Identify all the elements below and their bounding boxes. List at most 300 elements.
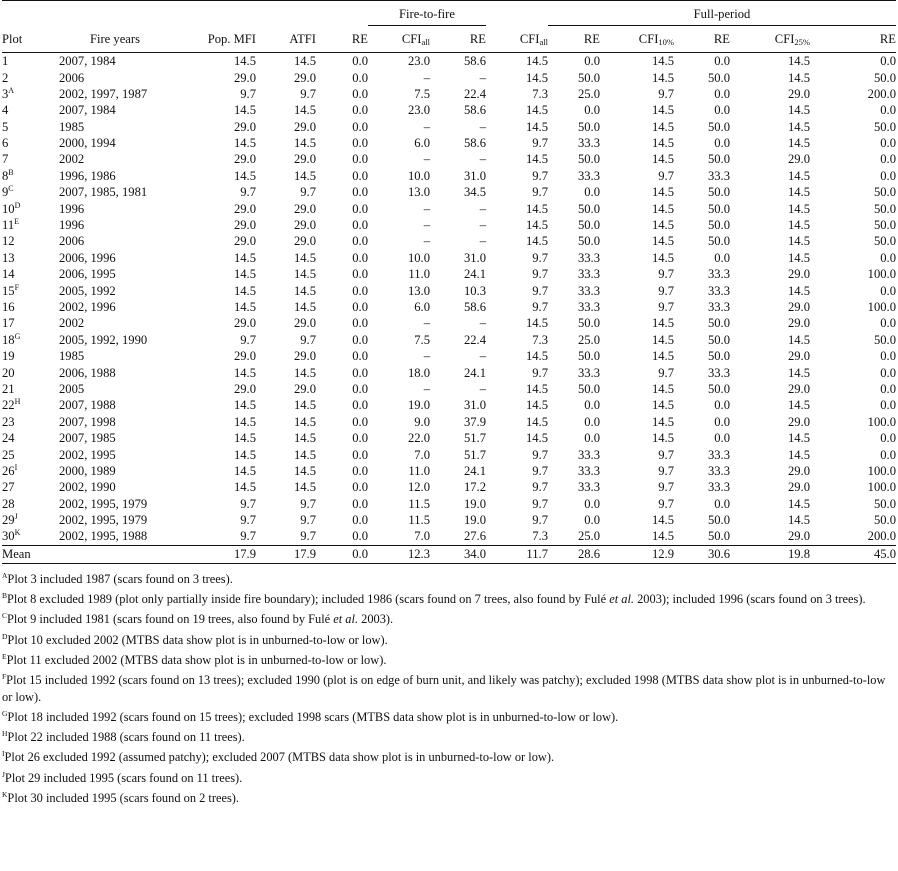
value-cell: 27.6 [463,529,486,544]
col-re-fp-25: RE [810,26,896,53]
plot-cell: 12 [2,234,15,249]
value-cell: 29.0 [293,70,316,85]
value-cell: 11.0 [408,463,430,478]
value-cell: 14.5 [787,365,810,380]
table-row [2,250,896,266]
value-cell: 22.0 [407,431,430,446]
value-cell: 14.5 [651,234,674,249]
footnote [2,749,896,765]
table-row [2,332,896,348]
value-cell: 14.5 [525,414,548,429]
value-cell: 9.7 [658,168,674,183]
value-cell: 29.0 [787,463,810,478]
fire-years-cell: 2000, 1994 [59,136,116,151]
value-cell: 9.7 [658,267,674,282]
fire-years-cell: 2005, 1992, 1990 [59,332,148,347]
fire-years-cell: 2002, 1995, 1979 [59,513,148,528]
value-cell: 0.0 [352,332,368,347]
table-row [2,233,896,249]
value-cell: – [423,70,430,85]
value-cell: 11.5 [408,496,430,511]
value-cell: 9.7 [532,463,548,478]
value-cell: 14.5 [525,234,548,249]
value-cell: 14.5 [525,70,548,85]
value-cell: – [423,316,430,331]
value-cell: 14.5 [651,70,674,85]
table-row [2,266,896,282]
value-cell: 29.0 [787,381,810,396]
footnote-marker: J [14,512,18,522]
value-cell: 0.0 [880,381,896,396]
fire-years-cell: 2002, 1995 [59,447,116,462]
value-cell: – [479,349,486,364]
value-cell: – [423,119,430,134]
column-header-row [2,26,896,53]
value-cell: 25.0 [577,529,600,544]
value-cell: 14.5 [787,250,810,265]
value-cell: 0.0 [352,431,368,446]
col-pop-mfi: Pop. MFI [174,26,256,53]
value-cell: 14.5 [651,414,674,429]
col-cfi-25: $CFI_{25\%}$ [730,26,810,53]
table-row [2,430,896,446]
value-cell: – [479,70,486,85]
value-cell: 0.0 [352,218,368,233]
table-row [2,119,896,135]
value-cell: 0.0 [352,283,368,298]
value-cell: 24.1 [463,365,486,380]
footnote [2,632,896,648]
value-cell: 29.0 [787,152,810,167]
value-cell: 14.5 [233,414,256,429]
value-cell: 50.0 [707,70,730,85]
value-cell: – [479,152,486,167]
plot-cell: $18^G$ [2,331,21,347]
footnote-text: Plot 3 included 1987 (scars found on 3 trees). [7,571,233,586]
value-cell: 29.0 [293,201,316,216]
value-cell: 0.0 [880,398,896,413]
value-cell: 0.0 [584,431,600,446]
value-cell: 0.0 [352,365,368,380]
plot-cell: $26^I$ [2,462,18,478]
fire-years-cell: 2002, 1995, 1988 [59,529,148,544]
value-cell: 50.0 [707,316,730,331]
table-row [2,512,896,528]
value-cell: 33.3 [577,447,600,462]
fire-years-cell: 2002, 1995, 1979 [59,496,148,511]
value-cell: 14.5 [525,54,548,69]
value-cell: 33.3 [707,463,730,478]
col-fire-years: Fire years [56,26,174,53]
value-cell: 14.5 [651,398,674,413]
value-cell: 0.0 [352,185,368,200]
value-cell: 50.0 [707,201,730,216]
value-cell: – [479,218,486,233]
value-cell: 0.0 [352,398,368,413]
col-re-fp-all: RE [548,26,600,53]
value-cell: 0.0 [352,86,368,101]
value-cell: 6.0 [414,136,430,151]
value-cell: 50.0 [707,349,730,364]
value-cell: 12.0 [407,480,430,495]
plot-cell: 13 [2,250,15,265]
value-cell: 9.7 [300,185,316,200]
fire-years-cell: 1985 [59,349,85,364]
footnote-marker: A [8,85,15,95]
value-cell: 29.0 [233,119,256,134]
value-cell: 50.0 [707,234,730,249]
value-cell: 50.0 [873,201,896,216]
value-cell: 14.5 [525,398,548,413]
table-row [2,69,896,85]
value-cell: 9.7 [300,86,316,101]
value-cell: 0.0 [714,414,730,429]
mean-empty-cell [56,545,174,563]
value-cell: 0.0 [352,136,368,151]
footnote-text: Plot 15 included 1992 (scars found on 13 trees); excluded 1990 (plot is on edge of burn unit, and likely was patchy); excluded 1998 (MTBS data show plot is in unburned-to-low or low). [2,673,886,704]
value-cell: 29.0 [233,152,256,167]
value-cell: 33.3 [707,447,730,462]
value-cell: 25.0 [577,86,600,101]
value-cell: 0.0 [714,54,730,69]
footnote-text: Plot 29 included 1995 (scars found on 11 trees). [4,770,243,785]
value-cell: 14.5 [787,496,810,511]
value-cell: 10.3 [463,283,486,298]
value-cell: 0.0 [880,431,896,446]
value-cell: 14.5 [293,136,316,151]
value-cell: 10.0 [407,250,430,265]
value-cell: 0.0 [880,447,896,462]
footnote-marker: G [14,331,21,341]
value-cell: 0.0 [880,103,896,118]
value-cell: – [479,234,486,249]
value-cell: 14.5 [787,185,810,200]
value-cell: 0.0 [714,431,730,446]
value-cell: 7.0 [414,447,430,462]
footnote-mark: J [2,769,5,779]
value-cell: 7.3 [532,86,548,101]
value-cell: 14.5 [651,185,674,200]
plot-cell: 23 [2,414,15,429]
col-re-f2f: RE [430,26,486,53]
value-cell: 50.0 [873,185,896,200]
value-cell: 14.5 [233,431,256,446]
value-cell: 29.0 [293,152,316,167]
value-cell: 18.0 [407,365,430,380]
value-cell: 29.0 [233,218,256,233]
value-cell: 14.5 [233,447,256,462]
value-cell: 14.5 [787,447,810,462]
value-cell: 0.0 [352,234,368,249]
value-cell: 0.0 [880,283,896,298]
footnote-marker: C [8,184,14,194]
value-cell: 58.6 [463,54,486,69]
value-cell: 50.0 [873,119,896,134]
fire-years-cell: 1985 [59,119,85,134]
value-cell: 50.0 [577,316,600,331]
value-cell: 50.0 [577,152,600,167]
plot-cell: $11^E$ [2,217,20,233]
footnote-marker: H [14,397,21,407]
footnote [2,652,896,668]
plot-cell: 14 [2,267,15,282]
value-cell: 9.7 [658,86,674,101]
fire-years-cell: 2006, 1988 [59,365,116,380]
value-cell: 14.5 [233,463,256,478]
value-cell: 0.0 [584,398,600,413]
value-cell: 0.0 [584,414,600,429]
value-cell: – [423,234,430,249]
value-cell: 14.5 [651,136,674,151]
value-cell: – [423,218,430,233]
mean-value-cell: 17.9 [256,545,316,563]
value-cell: 14.5 [525,431,548,446]
plot-cell: 4 [2,103,9,118]
mean-value-cell: 17.9 [174,545,256,563]
fire-years-cell: 2007, 1998 [59,414,116,429]
footnote [2,571,896,587]
value-cell: 14.5 [787,136,810,151]
col-plot: Plot [2,26,56,53]
footnote-mark: A [2,570,8,580]
value-cell: 14.5 [787,431,810,446]
plot-cell: 19 [2,349,15,364]
value-cell: 9.7 [532,185,548,200]
plot-cell: 24 [2,431,15,446]
value-cell: 14.5 [525,152,548,167]
value-cell: 9.7 [658,463,674,478]
mean-label: Mean [2,545,56,563]
value-cell: 58.6 [463,103,486,118]
value-cell: 14.5 [651,119,674,134]
value-cell: 14.5 [787,513,810,528]
value-cell: 9.7 [658,300,674,314]
value-cell: 0.0 [714,103,730,118]
value-cell: 0.0 [714,86,730,101]
value-cell: 7.5 [414,86,430,101]
footnotes [2,571,896,807]
value-cell: 9.7 [532,447,548,462]
value-cell: 14.5 [787,283,810,298]
value-cell: 14.5 [787,119,810,134]
value-cell: 33.3 [707,283,730,298]
mean-value-cell: 19.8 [730,545,810,563]
value-cell: 14.5 [233,267,256,282]
value-cell: 100.0 [867,414,896,429]
footnote-mark: C [2,611,8,621]
footnote-marker: I [14,462,18,472]
value-cell: 33.3 [577,463,600,478]
fire-years-cell: 1996 [59,218,85,233]
value-cell: 50.0 [577,70,600,85]
value-cell: 14.5 [293,54,316,69]
value-cell: – [479,381,486,396]
value-cell: 14.5 [651,349,674,364]
value-cell: 14.5 [787,54,810,69]
value-cell: 7.3 [532,332,548,347]
value-cell: 9.7 [532,267,548,282]
value-cell: 0.0 [352,54,368,69]
value-cell: 23.0 [407,54,430,69]
plot-cell: 28 [2,496,15,511]
value-cell: 19.0 [463,496,486,511]
value-cell: 0.0 [880,250,896,265]
fire-years-cell: 2007, 1988 [59,398,116,413]
value-cell: 14.5 [787,168,810,183]
value-cell: 14.5 [233,300,256,314]
value-cell: 0.0 [584,103,600,118]
value-cell: 29.0 [233,316,256,331]
footnote [2,729,896,745]
value-cell: 50.0 [577,201,600,216]
table-row [2,348,896,364]
value-cell: 50.0 [707,218,730,233]
value-cell: 0.0 [880,365,896,380]
value-cell: 31.0 [463,398,486,413]
value-cell: 14.5 [525,103,548,118]
plot-cell: 25 [2,447,15,462]
footnote-text: Plot 22 included 1988 (scars found on 11 trees). [7,730,245,745]
fire-years-cell: 2002 [59,152,85,167]
value-cell: 50.0 [873,332,896,347]
value-cell: 0.0 [880,54,896,69]
value-cell: 100.0 [867,480,896,495]
value-cell: 58.6 [463,136,486,151]
value-cell: 14.5 [233,250,256,265]
table-row [2,364,896,380]
value-cell: 19.0 [463,513,486,528]
value-cell: 9.7 [532,480,548,495]
footnote-mark: I [2,749,5,759]
col-cfi-all-fp: $CFI_{all}$ [486,26,548,53]
value-cell: 29.0 [233,381,256,396]
fire-years-cell: 1996, 1986 [59,168,116,183]
value-cell: 100.0 [867,463,896,478]
value-cell: 13.0 [407,283,430,298]
value-cell: 50.0 [707,381,730,396]
mean-value-cell: 12.9 [600,545,674,563]
plot-cell: $8^B$ [2,167,14,183]
value-cell: 9.0 [414,414,430,429]
value-cell: 50.0 [873,234,896,249]
value-cell: 37.9 [463,414,486,429]
value-cell: 22.4 [463,332,486,347]
fire-years-cell: 2006, 1995 [59,267,116,282]
value-cell: 14.5 [787,218,810,233]
plot-cell: 21 [2,381,15,396]
value-cell: – [479,201,486,216]
value-cell: 50.0 [707,529,730,544]
fire-years-cell: 1996 [59,201,85,216]
value-cell: 9.7 [658,283,674,298]
value-cell: 14.5 [525,381,548,396]
value-cell: 33.3 [577,365,600,380]
value-cell: 14.5 [293,168,316,183]
value-cell: 29.0 [293,316,316,331]
value-cell: 14.5 [293,300,316,314]
group-header-row [2,3,896,26]
table-row [2,168,896,184]
value-cell: 9.7 [240,529,256,544]
value-cell: 0.0 [352,316,368,331]
footnote-mark: F [2,672,7,682]
value-cell: 0.0 [584,54,600,69]
footnote-text: Plot 18 included 1992 (scars found on 15 trees); excluded 1998 scars (MTBS data show plot is in unburned-to-low or low). [7,709,619,724]
value-cell: 50.0 [873,496,896,511]
value-cell: 14.5 [233,136,256,151]
value-cell: 9.7 [300,496,316,511]
plot-cell: 27 [2,480,15,495]
value-cell: 200.0 [867,529,896,544]
value-cell: 14.5 [233,365,256,380]
value-cell: 14.5 [787,398,810,413]
value-cell: 14.5 [651,513,674,528]
value-cell: 50.0 [707,185,730,200]
value-cell: 9.7 [240,332,256,347]
value-cell: 14.5 [651,332,674,347]
table-row [2,86,896,102]
value-cell: 58.6 [463,300,486,314]
footnote-text: Plot 8 excluded 1989 (plot only partially inside fire boundary); included 1986 (scars found on 7 trees, also found by Fulé et al. 2003); included 1996 (scars found on 3 trees). [7,592,866,607]
value-cell: 100.0 [867,300,896,314]
footnote-text: Plot 9 included 1981 (scars found on 19 trees, also found by Fulé et al. 2003). [7,612,394,627]
value-cell: 50.0 [707,152,730,167]
mean-value-cell: 0.0 [316,545,368,563]
value-cell: 14.5 [651,529,674,544]
value-cell: 14.5 [233,480,256,495]
value-cell: 14.5 [293,283,316,298]
value-cell: 14.5 [293,480,316,495]
table-row [2,446,896,462]
table-row [2,282,896,298]
value-cell: 9.7 [658,447,674,462]
plot-cell: 7 [2,152,9,167]
value-cell: 33.3 [707,168,730,183]
table-row [2,217,896,233]
plot-cell: 17 [2,316,15,331]
value-cell: 9.7 [658,480,674,495]
value-cell: 29.0 [233,70,256,85]
value-cell: 0.0 [714,136,730,151]
value-cell: 50.0 [577,218,600,233]
value-cell: 33.3 [577,168,600,183]
fire-interval-table [2,0,896,564]
group-header-fire-to-fire: Fire-to-fire [368,3,486,26]
value-cell: 200.0 [867,86,896,101]
plot-cell: $9^C$ [2,184,14,200]
value-cell: 9.7 [240,86,256,101]
value-cell: – [423,349,430,364]
value-cell: 33.3 [707,365,730,380]
value-cell: 29.0 [233,201,256,216]
value-cell: 14.5 [651,103,674,118]
value-cell: 50.0 [707,332,730,347]
table-row [2,184,896,200]
table-row [2,463,896,479]
value-cell: 33.3 [577,300,600,314]
value-cell: 14.5 [525,349,548,364]
value-cell: 0.0 [352,463,368,478]
value-cell: 14.5 [525,201,548,216]
value-cell: 0.0 [352,447,368,462]
value-cell: 33.3 [707,300,730,314]
mean-value-cell: 30.6 [674,545,730,563]
fire-years-cell: 2002 [59,316,85,331]
value-cell: 34.5 [463,185,486,200]
value-cell: 14.5 [525,119,548,134]
value-cell: 33.3 [577,136,600,151]
table-row [2,496,896,512]
